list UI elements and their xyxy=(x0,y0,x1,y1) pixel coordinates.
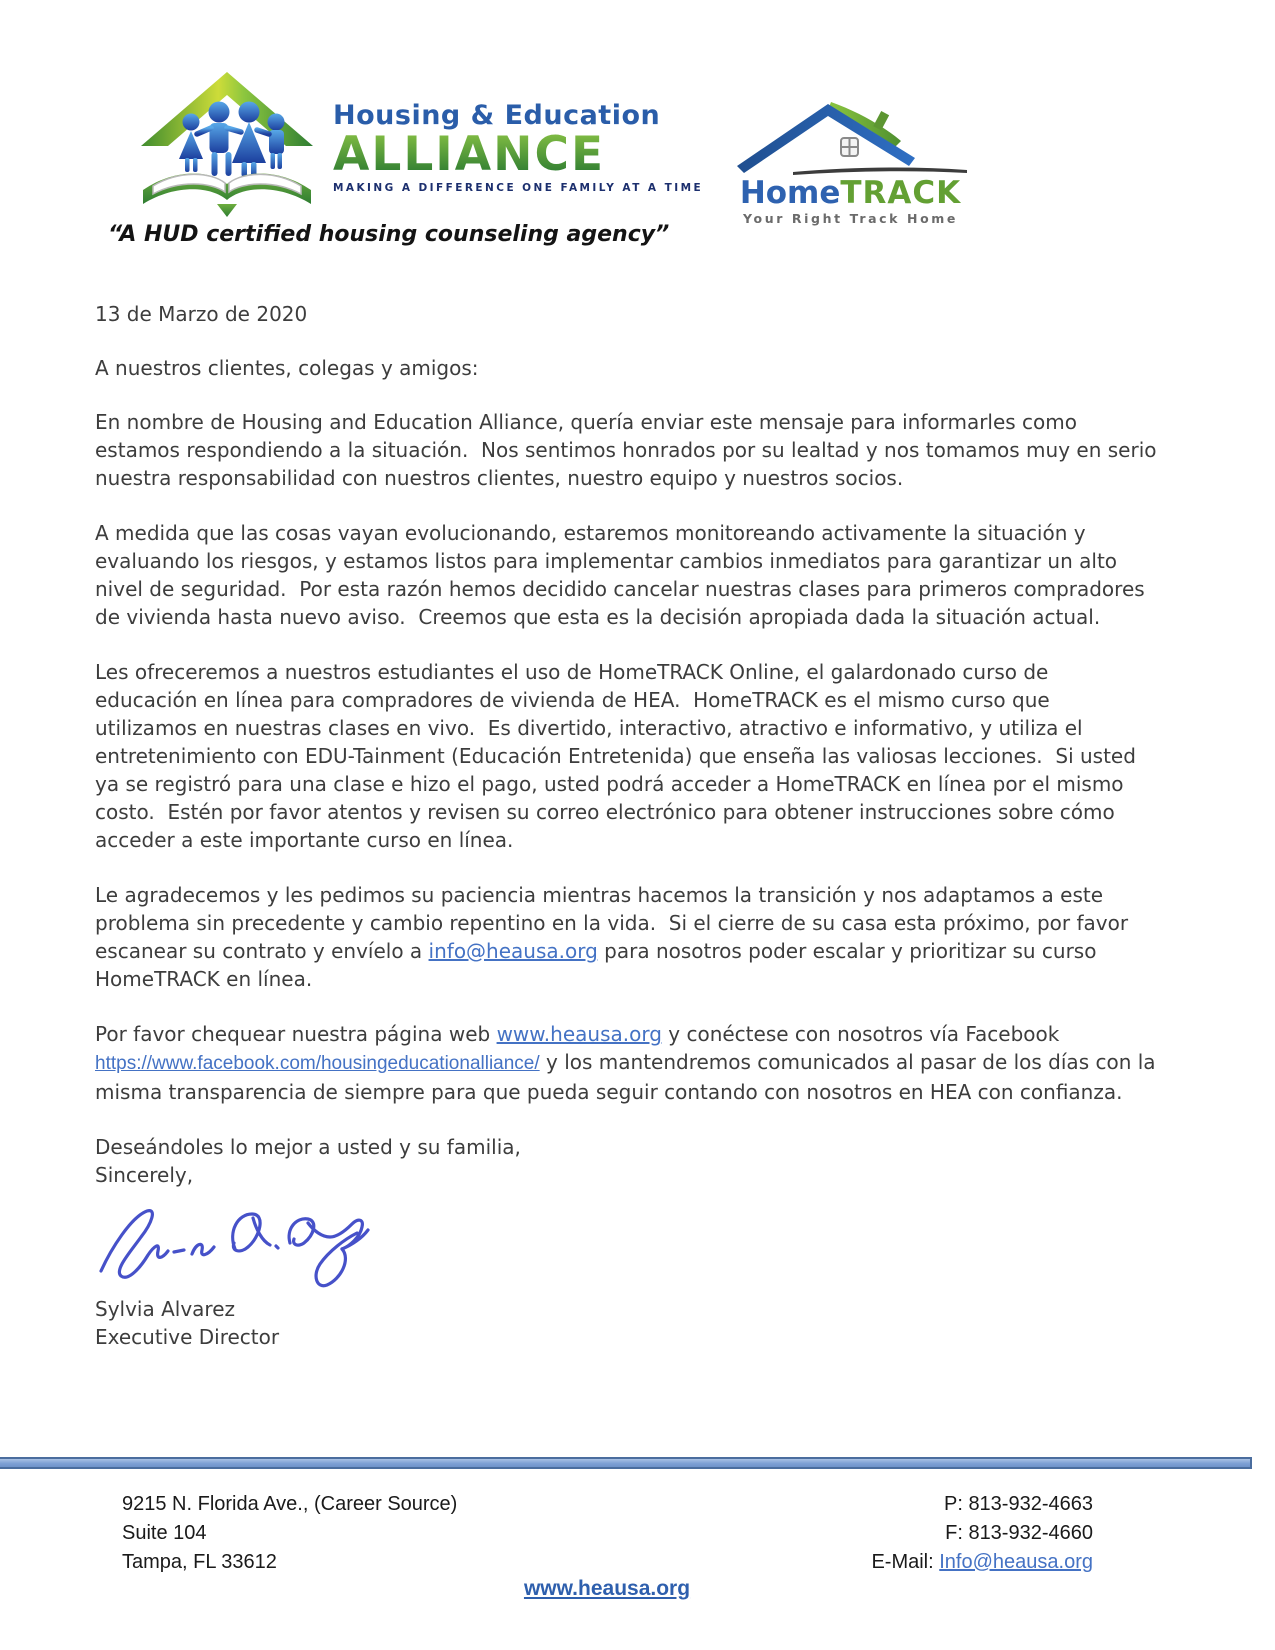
inline-website-link[interactable]: www.heausa.org xyxy=(496,1022,662,1046)
footer-address-line3: Tampa, FL 33612 xyxy=(122,1551,277,1573)
paragraph-text: En nombre de Housing and Education Alliance, quería enviar este mensaje para informarles como estamos respondiendo a la situación. Nos sentimos honrados por su lealtad y nos tomamos muy en serio nuestra responsabilidad con nuestros clientes, nuestro equipo y nuestros socios. xyxy=(95,410,1163,490)
letter-salutation: A nuestros clientes, colegas y amigos: xyxy=(95,356,479,380)
paragraph-3 xyxy=(95,658,1157,854)
hometrack-word-home: Home xyxy=(739,175,841,211)
inline-email-link[interactable]: info@heausa.org xyxy=(428,939,598,963)
alliance-logo xyxy=(135,62,704,220)
footer-address-line2: Suite 104 xyxy=(122,1522,207,1544)
footer-contact xyxy=(871,1490,1093,1577)
paragraph-2 xyxy=(95,519,1157,631)
hometrack-wordmark xyxy=(728,175,973,211)
closing-wish: Deseándoles lo mejor a usted y su familia, xyxy=(95,1135,521,1159)
paragraph-text: Les ofreceremos a nuestros estudiantes el uso de HomeTRACK Online, el galardonado curso de educación en línea para compradores de vivienda de HEA. HomeTRACK es el mismo curso que utilizamos en nuestras clases en vivo. Es divertido, interactivo, atractivo e informativo, y utiliza el entretenimiento con EDU-Tainment (Educación Entretenida) que enseña las valiosas lecciones. Si usted ya se registró para una clase e hizo el pago, usted podrá acceder a HomeTRACK en línea por el mismo costo. Estén por favor atentos y revisen su correo electrónico para obtener instrucciones sobre cómo acceder a este importante curso en línea. xyxy=(95,660,1143,852)
footer-email-label: E-Mail: xyxy=(871,1551,940,1573)
footer-divider-line xyxy=(0,1457,1252,1469)
alliance-logo-mark xyxy=(135,62,320,220)
hometrack-subtitle: Your Right Track Home xyxy=(743,211,958,226)
paragraph-text: para nosotros poder escalar y prioritizar su curso HomeTRACK en línea. xyxy=(95,939,1103,991)
paragraph-4 xyxy=(95,881,1157,993)
letter-date: 13 de Marzo de 2020 xyxy=(95,302,308,326)
hometrack-word-track: TRACK xyxy=(840,175,962,211)
paragraph-text: y los mantendremos comunicados al pasar de los días con la misma transparencia de siempre para que pueda seguir contando con nosotros en HEA con confianza. xyxy=(95,1050,1162,1104)
paragraph-text: Por favor chequear nuestra página web xyxy=(95,1022,497,1046)
signature-block xyxy=(89,1191,1157,1291)
hud-certified-tagline: “A HUD certified housing counseling agency” xyxy=(108,222,670,247)
letter-body xyxy=(95,300,1163,1351)
hometrack-logo-mark xyxy=(731,96,971,178)
footer-address-line1: 9215 N. Florida Ave., (Career Source) xyxy=(122,1493,458,1515)
paragraph-text: A medida que las cosas vayan evolucionando, estaremos monitoreando activamente la situación y evaluando los riesgos, y estamos listos para implementar cambios inmediatos para garantizar un alto nivel de seguridad. Por esta razón hemos decidido cancelar nuestras clases para primeros compradores de vivienda hasta nuevo aviso. Creemos que esta es la decisión apropiada dada la situación actual. xyxy=(95,521,1152,629)
footer-website-row xyxy=(0,1577,1214,1601)
signer-name: Sylvia Alvarez xyxy=(95,1297,236,1321)
closing-sincerely: Sincerely, xyxy=(95,1163,194,1187)
alliance-logo-line1: Housing & Education xyxy=(333,100,661,131)
facebook-link[interactable]: https://www.facebook.com/housingeducationalliance/ xyxy=(95,1053,540,1074)
alliance-logo-line2: ALLIANCE xyxy=(333,131,613,179)
signer-title: Executive Director xyxy=(95,1325,280,1349)
footer-email-link[interactable]: Info@heausa.org xyxy=(939,1551,1093,1573)
paragraph-1 xyxy=(95,408,1163,492)
footer-email-row xyxy=(871,1548,1093,1577)
alliance-logo-text xyxy=(333,100,704,194)
footer-address xyxy=(122,1490,457,1577)
signature-image xyxy=(89,1191,379,1291)
hometrack-logo xyxy=(728,96,973,226)
paragraph-text: y conéctese con nosotros vía Facebook xyxy=(661,1022,1066,1046)
footer-fax: F: 813-932-4660 xyxy=(945,1522,1093,1544)
alliance-logo-slogan: MAKING A DIFFERENCE ONE FAMILY AT A TIME xyxy=(333,182,704,194)
paragraph-text: Le agradecemos y les pedimos su paciencia mientras hacemos la transición y nos adaptamos a este problema sin precedente y cambio repentino en la vida. Si el cierre de su casa esta próximo, por favor escanear su contrato y envíelo a xyxy=(95,883,1135,963)
paragraph-5 xyxy=(95,1020,1162,1106)
footer-phone: P: 813-932-4663 xyxy=(943,1493,1093,1515)
footer-website-link[interactable]: www.heausa.org xyxy=(523,1577,691,1600)
